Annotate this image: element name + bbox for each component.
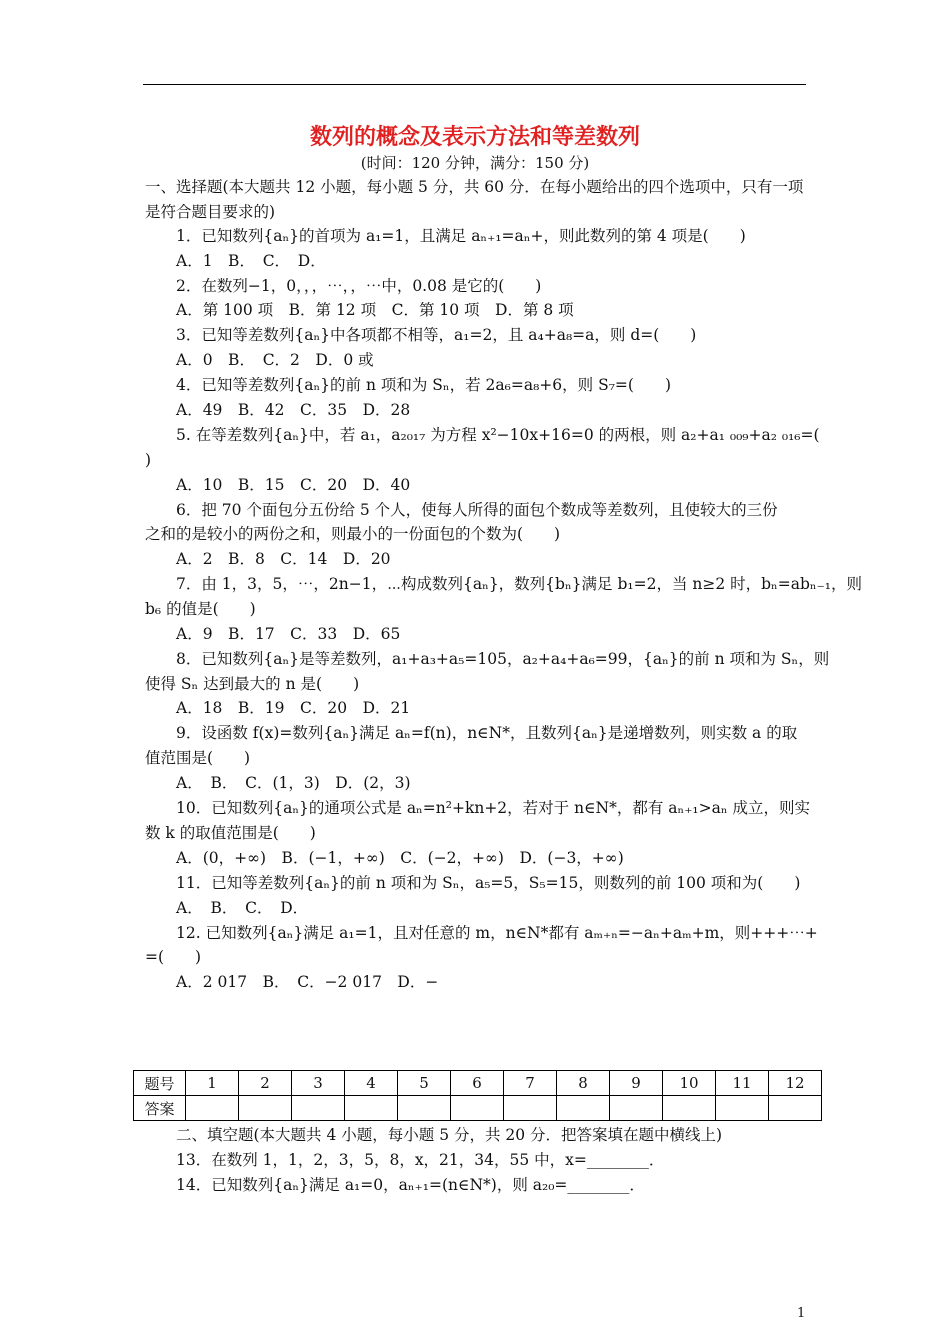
- question-4: 4．已知等差数列{aₙ}的前 n 项和为 Sₙ，若 2a₆=a₈+6，则 S₇=( ): [176, 376, 671, 394]
- options-6: A．2 B．8 C．14 D．20: [176, 550, 391, 568]
- question-12-cont: =( ): [145, 948, 202, 966]
- table-header-cell: 题号: [134, 1071, 186, 1096]
- table-row: [134, 1096, 822, 1121]
- table-cell: 4: [345, 1071, 398, 1096]
- section-heading: 二、填空题(本大题共 4 小题，每小题 5 分，共 20 分．把答案填在题中横线上): [176, 1126, 723, 1144]
- question-10: 10．已知数列{aₙ}的通项公式是 aₙ=n²+kn+2，若对于 n∈N*，都有 aₙ₊₁>aₙ 成立，则实: [176, 799, 810, 817]
- table-header-cell: 答案: [134, 1096, 186, 1121]
- question-3: 3．已知等差数列{aₙ}中各项都不相等，a₁=2，且 a₄+a₈=a，则 d=( ): [176, 326, 697, 344]
- answer-cell: [292, 1096, 345, 1121]
- answer-cell: [504, 1096, 557, 1121]
- table-cell: 11: [716, 1071, 769, 1096]
- options-11: A． B． C． D．: [176, 899, 309, 917]
- table-cell: 1: [186, 1071, 239, 1096]
- question-5: 5. 在等差数列{aₙ}中，若 a₁，a₂₀₁₇ 为方程 x²−10x+16=0 的两根，则 a₂+a₁ ₀₀₉+a₂ ₀₁₆=(: [176, 426, 820, 444]
- question-11: 11．已知等差数列{aₙ}的前 n 项和为 Sₙ，a₅=5，S₅=15，则数列的前 100 项和为( ): [176, 874, 801, 892]
- table-row: [134, 1071, 822, 1096]
- options-2: A．第 100 项 B．第 12 项 C．第 10 项 D．第 8 项: [176, 301, 574, 319]
- header-rule: [143, 84, 806, 85]
- table-cell: 10: [663, 1071, 716, 1096]
- options-1: A．1 B． C． D．: [176, 252, 326, 270]
- options-10: A．(0，+∞) B．(−1，+∞) C．(−2，+∞) D．(−3，+∞): [176, 849, 624, 867]
- question-2: 2．在数列−1，0，，，⋯，，⋯中，0.08 是它的( ): [176, 277, 542, 295]
- table-cell: 2: [239, 1071, 292, 1096]
- table-cell: 9: [610, 1071, 663, 1096]
- table-cell: 8: [557, 1071, 610, 1096]
- options-12: A．2 017 B． C．−2 017 D．−: [176, 973, 439, 991]
- options-7: A．9 B．17 C．33 D．65: [176, 625, 401, 643]
- answer-cell: [716, 1096, 769, 1121]
- question-9: 9．设函数 f(x)=数列{aₙ}满足 aₙ=f(n)，n∈N*，且数列{aₙ}是递增数列，则实数 a 的取: [176, 724, 798, 742]
- page-number: 1: [797, 1306, 806, 1321]
- question-14: 14．已知数列{aₙ}满足 a₁=0，aₙ₊₁=(n∈N*)，则 a₂₀=________．: [176, 1176, 645, 1194]
- question-12: 12. 已知数列{aₙ}满足 a₁=1，且对任意的 m，n∈N*都有 aₘ₊ₙ=−aₙ+aₘ+m，则+++⋯+: [176, 924, 818, 942]
- table-cell: 6: [451, 1071, 504, 1096]
- table-cell: 7: [504, 1071, 557, 1096]
- options-8: A．18 B．19 C．20 D．21: [176, 699, 411, 717]
- question-1: 1．已知数列{aₙ}的首项为 a₁=1，且满足 aₙ₊₁=aₙ+，则此数列的第 4 项是( ): [176, 227, 746, 245]
- answer-cell: [557, 1096, 610, 1121]
- text-line: 是符合题目要求的): [145, 203, 276, 221]
- answer-cell: [451, 1096, 504, 1121]
- answer-cell: [186, 1096, 239, 1121]
- answer-cell: [345, 1096, 398, 1121]
- exam-info: (时间：120 分钟，满分：150 分): [360, 154, 590, 172]
- question-9-cont: 值范围是( ): [145, 749, 251, 767]
- answer-cell: [610, 1096, 663, 1121]
- answer-cell: [769, 1096, 822, 1121]
- options-3: A．0 B． C．2 D．0 或: [176, 351, 374, 369]
- options-4: A．49 B．42 C．35 D．28: [176, 401, 411, 419]
- question-5-cont: ): [145, 451, 152, 469]
- table-cell: 12: [769, 1071, 822, 1096]
- options-5: A．10 B．15 C．20 D．40: [176, 476, 411, 494]
- question-8-cont: 使得 Sₙ 达到最大的 n 是( ): [145, 675, 360, 693]
- answer-table: [133, 1070, 822, 1121]
- question-10-cont: 数 k 的取值范围是( ): [145, 824, 316, 842]
- table-cell: 5: [398, 1071, 451, 1096]
- options-9: A． B． C．(1，3) D．(2，3): [176, 774, 411, 792]
- answer-cell: [663, 1096, 716, 1121]
- page-title: 数列的概念及表示方法和等差数列: [309, 124, 640, 150]
- table-cell: 3: [292, 1071, 345, 1096]
- answer-cell: [239, 1096, 292, 1121]
- answer-cell: [398, 1096, 451, 1121]
- section-heading: 一、选择题(本大题共 12 小题，每小题 5 分，共 60 分．在每小题给出的四个选项中，只有一项: [145, 178, 804, 196]
- question-8: 8．已知数列{aₙ}是等差数列，a₁+a₃+a₅=105，a₂+a₄+a₆=99，{aₙ}的前 n 项和为 Sₙ，则: [176, 650, 830, 668]
- question-7: 7．由 1，3，5，⋯，2n−1，⋯构成数列{aₙ}，数列{bₙ}满足 b₁=2，当 n≥2 时，bₙ=abₙ₋₁，则: [176, 575, 863, 593]
- question-13: 13．在数列 1，1，2，3，5，8，x，21，34，55 中，x=________．: [176, 1151, 665, 1169]
- question-7-cont: b₆ 的值是( ): [145, 600, 256, 618]
- question-6-cont: 之和的是较小的两份之和，则最小的一份面包的个数为( ): [145, 525, 561, 543]
- question-6: 6．把 70 个面包分五份给 5 个人，使每人所得的面包个数成等差数列，且使较大的三份: [176, 501, 778, 519]
